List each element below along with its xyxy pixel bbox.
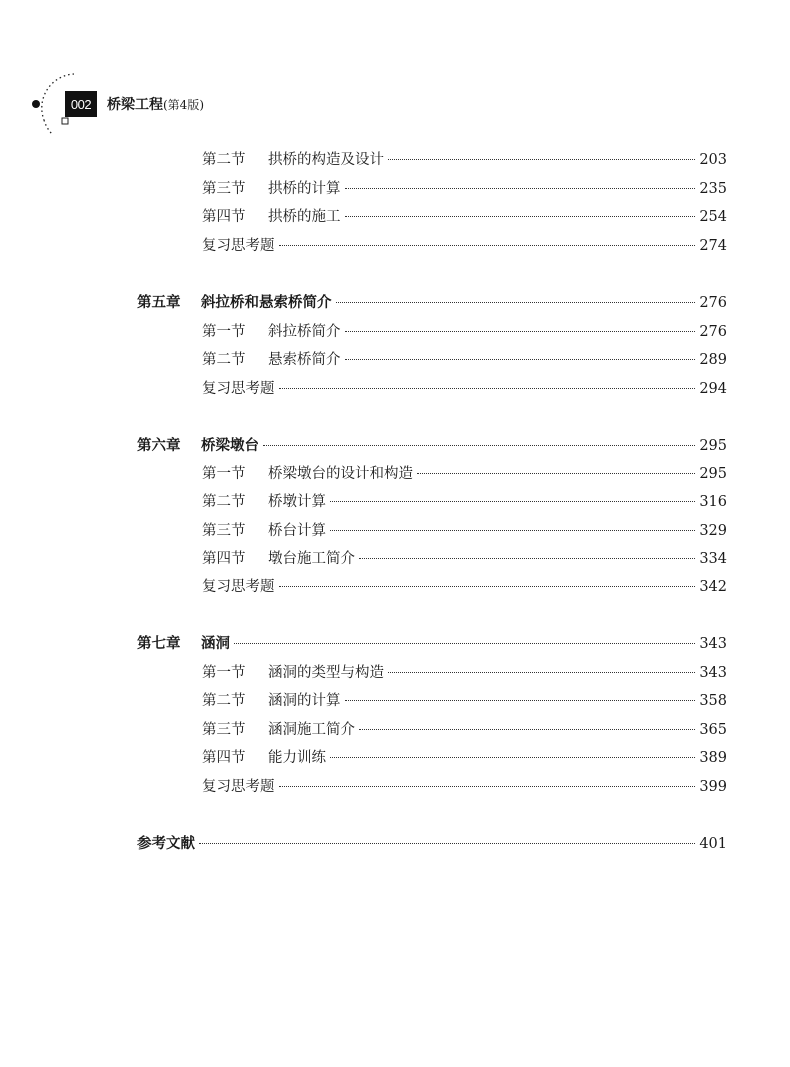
toc-entry-label xyxy=(202,690,341,712)
toc-leader-dots xyxy=(388,672,695,673)
toc-page-number: 401 xyxy=(699,836,727,852)
toc-entry-label xyxy=(202,378,275,400)
toc-section-row xyxy=(202,548,727,570)
toc-section-row xyxy=(202,149,727,171)
toc-leader-dots xyxy=(279,786,696,787)
toc-entry-number: 第二节 xyxy=(202,494,246,510)
toc-entry-number: 第六章 xyxy=(137,438,181,454)
toc-leader-dots xyxy=(330,757,695,758)
header-ornament-icon xyxy=(0,60,120,140)
toc-page-number: 235 xyxy=(699,181,727,197)
toc-section-row xyxy=(202,206,727,228)
toc-entry-label xyxy=(202,662,384,684)
toc-leader-dots xyxy=(336,302,696,303)
toc-section-row xyxy=(202,235,727,257)
toc-entry-number: 第四节 xyxy=(202,551,246,567)
toc-entry-number: 第一节 xyxy=(202,324,246,340)
toc-entry-title: 复习思考题 xyxy=(202,779,275,795)
toc-entry-title: 复习思考题 xyxy=(202,238,275,254)
toc-page-number: 365 xyxy=(699,722,727,738)
toc-entry-label xyxy=(202,349,341,371)
toc-page-number: 276 xyxy=(699,324,727,340)
toc-page-number: 389 xyxy=(699,750,727,766)
toc-leader-dots xyxy=(279,388,696,389)
toc-page-number: 294 xyxy=(699,381,727,397)
toc-section-row xyxy=(202,349,727,371)
toc-entry-number: 第三节 xyxy=(202,181,246,197)
toc-entry-label xyxy=(202,576,275,598)
toc-section-row xyxy=(202,321,727,343)
toc-entry-number: 第一节 xyxy=(202,665,246,681)
toc-section-row xyxy=(202,491,727,513)
toc-entry-title: 复习思考题 xyxy=(202,579,275,595)
toc-entry-label xyxy=(202,747,326,769)
toc-section-row xyxy=(202,719,727,741)
toc-entry-number: 第二节 xyxy=(202,693,246,709)
toc-section-row xyxy=(202,747,727,769)
toc-leader-dots xyxy=(345,700,696,701)
toc-entry-title: 拱桥的施工 xyxy=(268,209,341,225)
toc-page-number: 343 xyxy=(699,636,727,652)
toc-entry-label xyxy=(137,833,195,855)
toc-leader-dots xyxy=(279,245,696,246)
toc-page-number: 203 xyxy=(699,152,727,168)
toc-leader-dots xyxy=(345,331,696,332)
toc-entry-number: 第三节 xyxy=(202,523,246,539)
toc-leader-dots xyxy=(345,188,696,189)
toc-section-row xyxy=(202,776,727,798)
toc-entry-title: 斜拉桥简介 xyxy=(268,324,341,340)
toc-entry-title: 悬索桥简介 xyxy=(268,352,341,368)
toc-chapter-row xyxy=(137,435,727,457)
toc-page-number: 343 xyxy=(699,665,727,681)
toc-leader-dots xyxy=(279,586,696,587)
toc-page-number: 334 xyxy=(699,551,727,567)
toc-entry-title: 斜拉桥和悬索桥简介 xyxy=(201,295,332,311)
book-title-text: 桥梁工程 xyxy=(107,97,163,113)
toc-entry-title: 涵洞 xyxy=(201,636,230,652)
toc-entry-label xyxy=(202,321,341,343)
toc-chapter-row xyxy=(137,292,727,314)
toc-entry-title: 涵洞施工简介 xyxy=(268,722,355,738)
toc-section-row xyxy=(202,463,727,485)
toc-entry-title: 参考文献 xyxy=(137,836,195,852)
toc-page-number: 289 xyxy=(699,352,727,368)
toc-entry-label xyxy=(137,633,230,655)
toc-entry-number: 第四节 xyxy=(202,209,246,225)
toc-chapter-row xyxy=(137,833,727,855)
toc-page-number: 295 xyxy=(699,438,727,454)
toc-entry-title: 桥梁墩台 xyxy=(201,438,259,454)
toc-entry-number: 第一节 xyxy=(202,466,246,482)
toc-leader-dots xyxy=(388,159,695,160)
toc-entry-title: 墩台施工简介 xyxy=(268,551,355,567)
toc-page-number: 254 xyxy=(699,209,727,225)
toc-entry-label xyxy=(202,548,355,570)
toc-entry-title: 桥墩计算 xyxy=(268,494,326,510)
toc-entry-label xyxy=(202,178,341,200)
toc-entry-title: 涵洞的类型与构造 xyxy=(268,665,384,681)
page-number: 002 xyxy=(65,91,97,117)
toc-leader-dots xyxy=(345,216,696,217)
toc-entry-title: 涵洞的计算 xyxy=(268,693,341,709)
toc-leader-dots xyxy=(359,729,695,730)
toc-leader-dots xyxy=(330,501,695,502)
toc-entry-label xyxy=(202,235,275,257)
toc-entry-title: 桥梁墩台的设计和构造 xyxy=(268,466,413,482)
toc-entry-number: 第三节 xyxy=(202,722,246,738)
toc-section-row xyxy=(202,178,727,200)
toc-leader-dots xyxy=(330,530,695,531)
toc-entry-label xyxy=(137,292,332,314)
toc-entry-title: 能力训练 xyxy=(268,750,326,766)
toc-section-row xyxy=(202,520,727,542)
toc-page-number: 274 xyxy=(699,238,727,254)
toc-entry-label xyxy=(202,491,326,513)
toc-entry-number: 第二节 xyxy=(202,352,246,368)
toc-page-number: 358 xyxy=(699,693,727,709)
toc-leader-dots xyxy=(417,473,695,474)
toc-entry-title: 拱桥的构造及设计 xyxy=(268,152,384,168)
toc-section-row xyxy=(202,690,727,712)
toc-entry-label xyxy=(137,435,259,457)
toc-entry-label xyxy=(202,463,413,485)
book-title xyxy=(107,94,204,114)
toc-page-number: 276 xyxy=(699,295,727,311)
toc-leader-dots xyxy=(234,643,695,644)
toc-leader-dots xyxy=(263,445,695,446)
toc-leader-dots xyxy=(199,843,695,844)
toc-section-row xyxy=(202,576,727,598)
toc-section-row xyxy=(202,378,727,400)
toc-page-number: 295 xyxy=(699,466,727,482)
toc-entry-number: 第二节 xyxy=(202,152,246,168)
toc-entry-label xyxy=(202,776,275,798)
toc-entry-title: 桥台计算 xyxy=(268,523,326,539)
toc-page-number: 316 xyxy=(699,494,727,510)
toc-entry-title: 拱桥的计算 xyxy=(268,181,341,197)
toc-leader-dots xyxy=(345,359,696,360)
toc-page-number: 342 xyxy=(699,579,727,595)
toc-entry-number: 第五章 xyxy=(137,295,181,311)
toc-page-number: 329 xyxy=(699,523,727,539)
toc-entry-label xyxy=(202,520,326,542)
toc-page-number: 399 xyxy=(699,779,727,795)
toc-leader-dots xyxy=(359,558,695,559)
toc-entry-label xyxy=(202,206,341,228)
toc-chapter-row xyxy=(137,633,727,655)
toc-section-row xyxy=(202,662,727,684)
toc-entry-title: 复习思考题 xyxy=(202,381,275,397)
toc-entry-number: 第七章 xyxy=(137,636,181,652)
book-edition: (第4版) xyxy=(163,98,204,112)
toc-entry-label xyxy=(202,149,384,171)
toc-entry-number: 第四节 xyxy=(202,750,246,766)
toc-entry-label xyxy=(202,719,355,741)
